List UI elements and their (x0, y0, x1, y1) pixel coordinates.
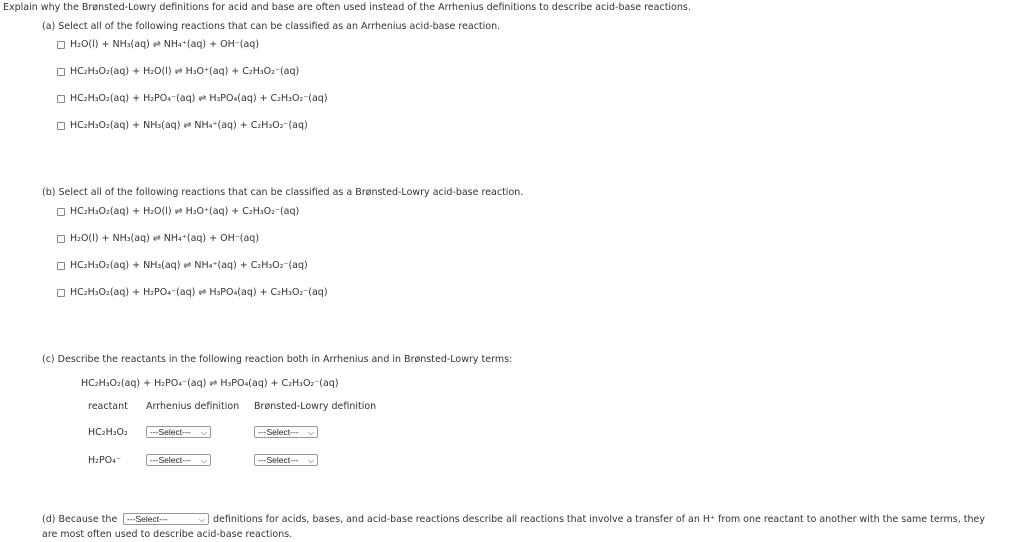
part-c-reaction: HC₂H₃O₂(aq) + H₂PO₄⁻(aq) ⇌ H₃PO₄(aq) + C₂H₃O₂⁻(aq) (81, 378, 339, 389)
checkbox[interactable] (57, 41, 65, 49)
bronsted-select-2[interactable] (254, 454, 318, 466)
option-label: HC₂H₃O₂(aq) + H₂PO₄⁻(aq) ⇌ H₃PO₄(aq) + C₂H₃O₂⁻(aq) (70, 93, 328, 104)
option-label: HC₂H₃O₂(aq) + H₂PO₄⁻(aq) ⇌ H₃PO₄(aq) + C₂H₃O₂⁻(aq) (70, 287, 328, 298)
part-a-option-4[interactable] (57, 120, 308, 131)
checkbox[interactable] (57, 208, 65, 216)
part-b-option-2[interactable] (57, 233, 259, 244)
header-reactant: reactant (88, 401, 128, 412)
chevron-down-icon: ⌵ (200, 428, 207, 437)
bronsted-select-1[interactable] (254, 426, 318, 438)
option-label: H₂O(l) + NH₃(aq) ⇌ NH₄⁺(aq) + OH⁻(aq) (70, 39, 260, 50)
part-c-prompt: (c) Describe the reactants in the following reaction both in Arrhenius and in Brønsted-Lowry terms: (42, 354, 513, 365)
checkbox[interactable] (57, 95, 65, 103)
arrhenius-select-2[interactable] (146, 454, 211, 466)
select-value: ---Select--- (150, 455, 191, 465)
intro-text: Explain why the Brønsted-Lowry definitions for acid and base are often used instead of the Arrhenius definitions to describe acid-base reactions. (3, 2, 691, 13)
checkbox[interactable] (57, 289, 65, 297)
part-d-prefix: (d) Because the (42, 514, 118, 525)
part-b-option-4[interactable] (57, 287, 328, 298)
header-arrhenius: Arrhenius definition (146, 401, 240, 412)
checkbox[interactable] (57, 68, 65, 76)
chevron-down-icon: ⌵ (307, 456, 314, 465)
option-label: HC₂H₃O₂(aq) + H₂O(l) ⇌ H₃O⁺(aq) + C₂H₃O₂⁻(aq) (70, 66, 300, 77)
part-d-suffix: definitions for acids, bases, and acid-base reactions describe all reactions that involve a transfer of an H⁺ from one reactant to another with the same terms, they (213, 514, 985, 525)
reactant-2: H₂PO₄⁻ (88, 455, 121, 466)
option-label: H₂O(l) + NH₃(aq) ⇌ NH₄⁺(aq) + OH⁻(aq) (70, 233, 260, 244)
select-value: ---Select--- (258, 427, 299, 437)
select-value: ---Select--- (127, 514, 168, 524)
chevron-down-icon: ⌵ (198, 515, 205, 524)
part-a-prompt: (a) Select all of the following reactions that can be classified as an Arrhenius acid-base reaction. (42, 21, 501, 32)
select-value: ---Select--- (258, 455, 299, 465)
part-a-option-3[interactable] (57, 93, 328, 104)
checkbox[interactable] (57, 122, 65, 130)
part-d-line2: are most often used to describe acid-base reactions. (42, 529, 293, 540)
definition-select[interactable] (123, 513, 209, 525)
part-a-option-2[interactable] (57, 66, 299, 77)
checkbox[interactable] (57, 235, 65, 243)
part-b-option-3[interactable] (57, 260, 308, 271)
arrhenius-select-1[interactable] (146, 426, 211, 438)
reactant-1: HC₂H₃O₂ (88, 427, 128, 438)
part-a-option-1[interactable] (57, 39, 259, 50)
option-label: HC₂H₃O₂(aq) + NH₃(aq) ⇌ NH₄⁺(aq) + C₂H₃O₂⁻(aq) (70, 120, 308, 131)
part-b-option-1[interactable] (57, 206, 299, 217)
chevron-down-icon: ⌵ (200, 456, 207, 465)
option-label: HC₂H₃O₂(aq) + H₂O(l) ⇌ H₃O⁺(aq) + C₂H₃O₂⁻(aq) (70, 206, 300, 217)
chevron-down-icon: ⌵ (307, 428, 314, 437)
select-value: ---Select--- (150, 427, 191, 437)
header-bronsted: Brønsted-Lowry definition (254, 401, 377, 412)
option-label: HC₂H₃O₂(aq) + NH₃(aq) ⇌ NH₄⁺(aq) + C₂H₃O₂⁻(aq) (70, 260, 308, 271)
checkbox[interactable] (57, 262, 65, 270)
part-b-prompt: (b) Select all of the following reactions that can be classified as a Brønsted-Lowry acid-base reaction. (42, 187, 524, 198)
